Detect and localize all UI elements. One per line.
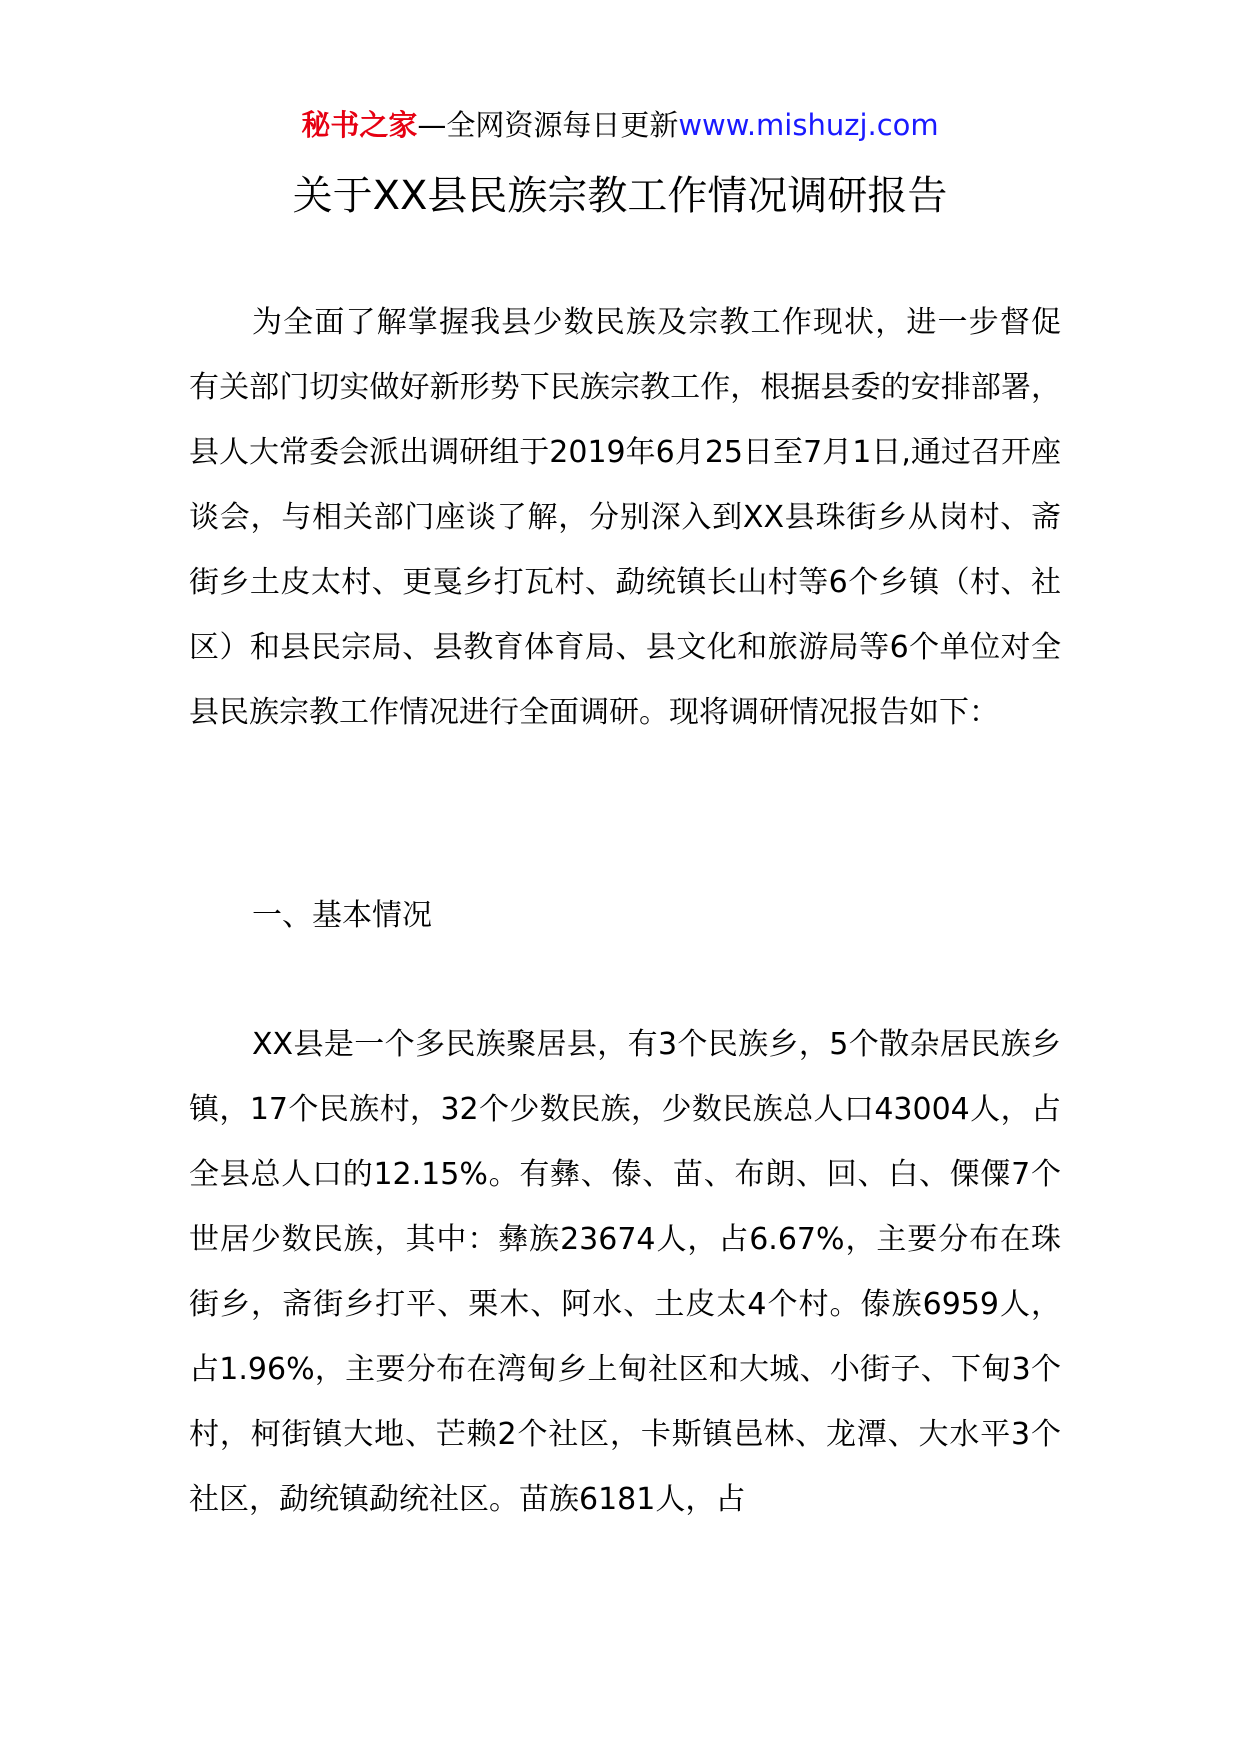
header-slogan: —全网资源每日更新: [417, 108, 679, 142]
basic-situation-paragraph: XX县是一个多民族聚居县，有3个民族乡，5个散杂居民族乡镇，17个民族村，32个少数民族，少数民族总人口43004人，占全县总人口的12.15%。有彝、傣、苗、布朗、回、白、傈僳7个世居少数民族，其中：彝族23674人，占6.67%，主要分布在珠街乡，斋街乡打平、栗木、阿水、土皮太4个村。傣族6959人，占1.96%，主要分布在湾甸乡上甸社区和大城、小街子、下甸3个村，柯街镇大地、芒赖2个社区，卡斯镇邑林、龙潭、大水平3个社区，勐统镇勐统社区。苗族6181人，占: [189, 1027, 1061, 1517]
section-heading-basic-situation: 一、基本情况: [252, 898, 432, 933]
page-header: [0, 103, 1240, 147]
intro-paragraph: 为全面了解掌握我县少数民族及宗教工作现状，进一步督促有关部门切实做好新形势下民族宗教工作，根据县委的安排部署，县人大常委会派出调研组于2019年6月25日至7月1日,通过召开座谈会，与相关部门座谈了解，分别深入到XX县珠街乡从岗村、斋街乡土皮太村、更戛乡打瓦村、勐统镇长山村等6个乡镇（村、社区）和县民宗局、县教育体育局、县文化和旅游局等6个单位对全县民族宗教工作情况进行全面调研。现将调研情况报告如下：: [189, 305, 1061, 730]
brand-name: 秘书之家: [301, 108, 418, 142]
header-url-link[interactable]: www.mishuzj.com: [678, 108, 939, 142]
document-title: 关于XX县民族宗教工作情况调研报告: [292, 173, 948, 219]
